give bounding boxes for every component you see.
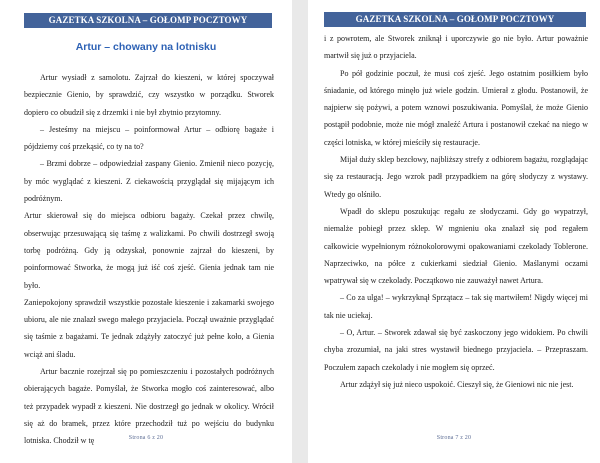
paragraph: Artur wysiadł z samolotu. Zajrzał do kieszeni, w której spoczywał bezpiecznie Gienio, by sprawdzić, czy wszystko w porządku. Stworek dopiero co obudził się z drzemki i nie był zbytnio przytomny. xyxy=(24,73,274,117)
left-page xyxy=(0,0,292,463)
page-number: Strona 7 z 20 xyxy=(436,435,472,441)
paragraph: Mijał duży sklep bezcłowy, najbliższy strefy z odbiorem bagażu, rozglądając się za restauracją. Jego wzrok padł przypadkiem na górę słodyczy z wystawy. Wtedy go olśniło. xyxy=(324,155,588,199)
newsletter-header: GAZETKA SZKOLNA – GOŁOMP POCZTOWY xyxy=(24,13,272,28)
article-title: Artur – chowany na lotnisku xyxy=(75,41,217,53)
paragraph: Zaniepokojony sprawdził wszystkie pozostałe kieszenie i zakamarki swojego ubioru, ale nie znalazł swego małego przyjaciela. Począł uważnie przyglądać się taśmie z bagażami. Te jednak zdążyły zatoczyć już pełne koło, a Gienia wciąż ani śladu. xyxy=(24,297,274,359)
paragraph: – Jesteśmy na miejscu – poinformował Artur – odbiorę bagaże i pójdziemy coś przekąsić, co ty na to? xyxy=(24,124,274,152)
paragraph: Artur skierował się do miejsca odbioru bagaży. Czekał przez chwilę, obserwując przesuwającą się taśmę z walizkami. Po chwili dostrzegł swoją torbę podróżną. Gdy ją odzyskał, ponownie zajrzał do kieszeni, by poinformować Stworka, że mogą już iść coś zjeść. Gienia jednak tam nie było. xyxy=(24,211,274,290)
paragraph: – Brzmi dobrze – odpowiedział zaspany Gienio. Zmienił nieco pozycję, by móc wyglądać z kieszeni. Z ciekawością przyglądał się mijającym ich podróżnym. xyxy=(24,159,274,204)
paragraph: Po pół godzinie poczuł, że musi coś zjeść. Jego ostatnim posiłkiem było śniadanie, od którego minęło już wiele godzin. Umierał z głodu. Postanowił, że najpierw się pożywi, a potem wznowi poszukiwania. Pomyślał, że może Gienio postąpił podobnie, może nie mógł znaleźć Artura i postanowił czekać na niego w części lotniska, w której mieściły się restauracje. xyxy=(324,68,588,147)
newsletter-header: GAZETKA SZKOLNA – GOŁOMP POCZTOWY xyxy=(324,12,586,27)
paragraph: i z powrotem, ale Stworek zniknął i uporczywie go nie było. Artur poważnie martwił się już o przyjaciela. xyxy=(324,34,588,61)
paragraph: Artur bacznie rozejrzał się po pomieszczeniu i pozostałych podróżnych obierających bagaże. Pomyślał, że Stworka mogło coś zainteresować, albo też przypadek wypadł z kieszeni. Nie dostrzegł go jednak w okolicy. Wrócił się aż do bramek, przez które przechodził tuż po wejściu do budynku lotniska. Chodził w tę xyxy=(24,367,274,446)
article-body-right xyxy=(324,30,588,393)
paragraph: – O, Artur. – Stworek zdawał się być zaskoczony jego widokiem. Po chwili chyba zrozumiał, na jaki stres wystawił biednego przyjaciela. – Przepraszam. Poczułem zapach czekolady i nie mogłem się oprzeć. xyxy=(324,328,588,372)
right-page xyxy=(308,0,600,463)
article-body-left xyxy=(24,69,274,450)
paragraph: Artur zdążył się już nieco uspokoić. Cieszył się, że Gieniowi nic nie jest. xyxy=(340,379,574,389)
paragraph: – Co za ulga! – wykrzyknął Sprzątacz – tak się martwiłem! Nigdy więcej mi tak nie uciekaj. xyxy=(324,293,588,320)
paragraph: Wpadł do sklepu poszukując regału ze słodyczami. Gdy go wypatrzył, niemalże pobiegł przez sklep. W mgnieniu oka znalazł się pod regałem całkowicie wypełnionym różnokolorowymi opakowaniami czekolady Toblerone. Naprzeciwko, na półce z cukierkami siedział Gienio. Maślanymi oczami wpatrywał się w czekolady. Początkowo nie zauważył nawet Artura. xyxy=(324,206,588,286)
page-number: Strona 6 z 20 xyxy=(128,435,164,441)
